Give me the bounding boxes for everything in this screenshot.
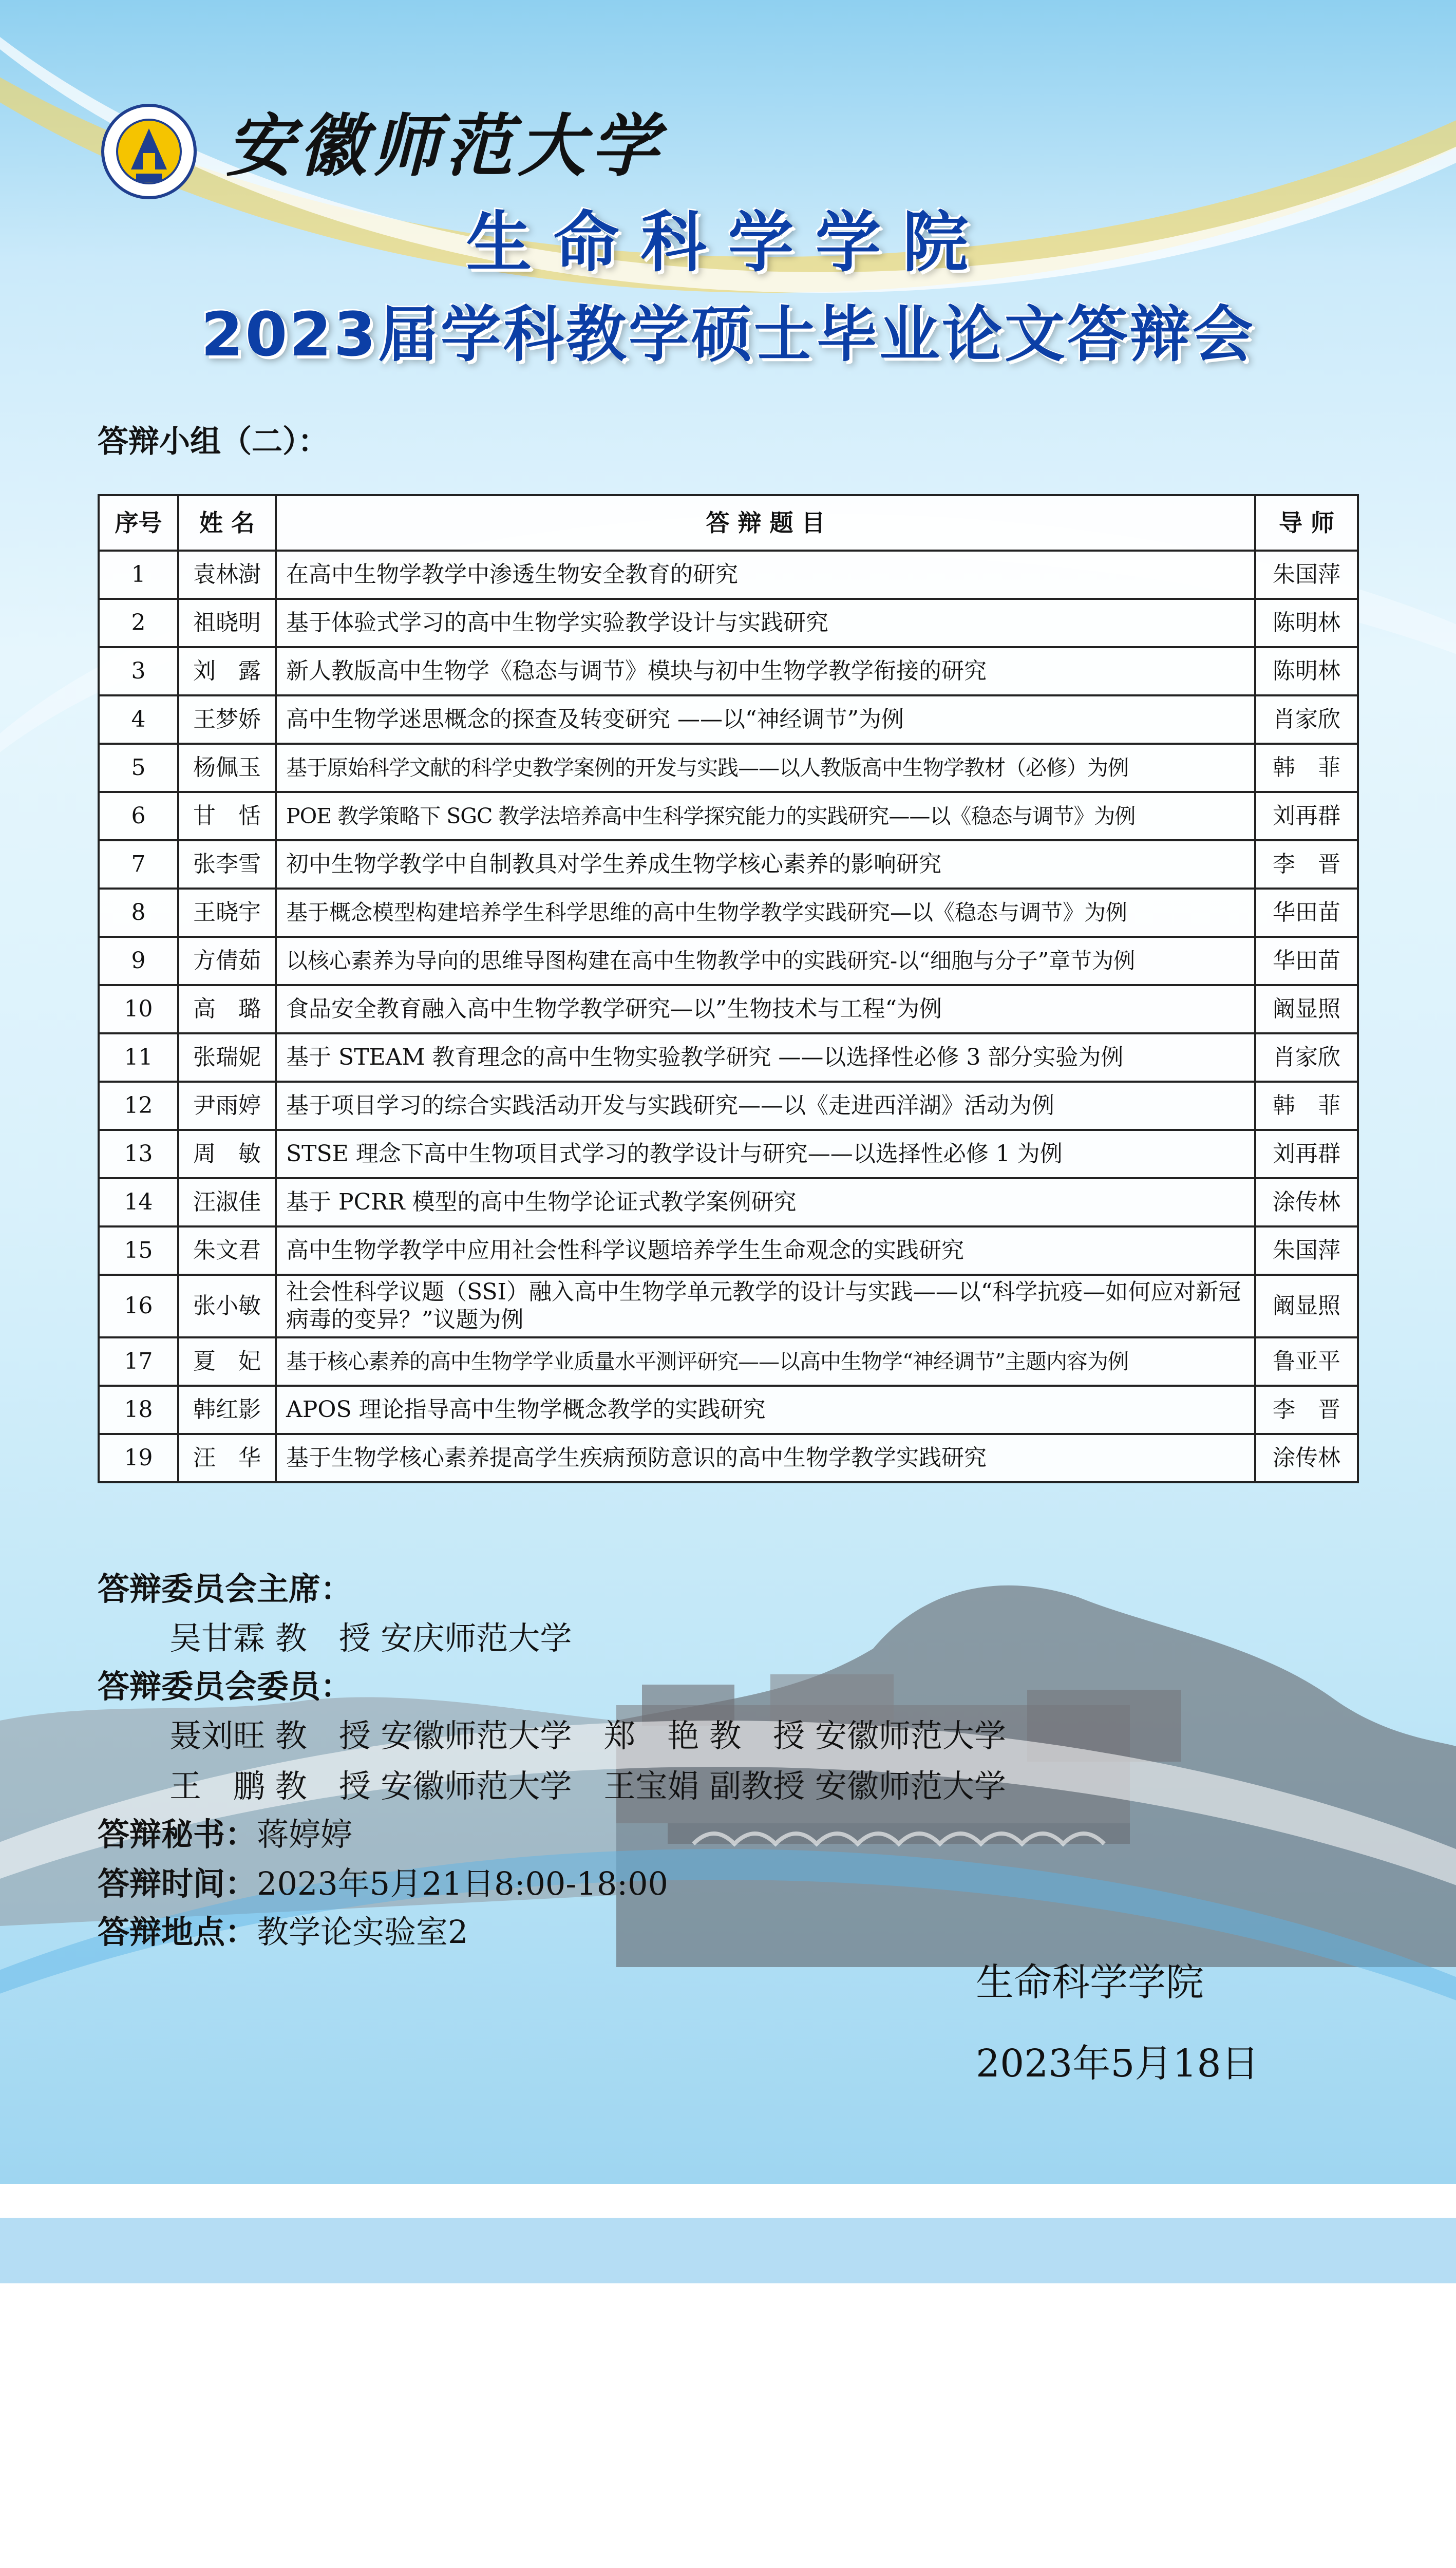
- place-label: 答辩地点：: [98, 1913, 257, 1951]
- university-seal: [100, 103, 198, 200]
- student-name: 韩红影: [178, 1386, 276, 1434]
- defense-place: 教学论实验室2: [257, 1913, 468, 1951]
- committee-members-label: [98, 1665, 352, 1708]
- header-advisor: 导 师: [1255, 495, 1358, 551]
- student-name: 周 敏: [178, 1130, 276, 1178]
- row-number: 11: [99, 1033, 178, 1082]
- student-name: 王梦娇: [178, 695, 276, 744]
- advisor-name: 刘再群: [1255, 792, 1358, 840]
- header-name: 姓 名: [178, 495, 276, 551]
- student-name: 甘 恬: [178, 792, 276, 840]
- advisor-name: 韩 菲: [1255, 744, 1358, 792]
- advisor-name: 鲁亚平: [1255, 1337, 1358, 1386]
- student-name: 杨佩玉: [178, 744, 276, 792]
- row-number: 2: [99, 599, 178, 647]
- table-row: [99, 1386, 1358, 1434]
- chair-label: 答辩委员会主席：: [98, 1570, 353, 1608]
- student-name: 祖晓明: [178, 599, 276, 647]
- advisor-name: 阚显照: [1255, 1275, 1358, 1337]
- advisor-name: 李 晋: [1255, 1386, 1358, 1434]
- advisor-name: 肖家欣: [1255, 695, 1358, 744]
- advisor-name: 华田苗: [1255, 937, 1358, 985]
- student-name: 王晓宇: [178, 889, 276, 937]
- thesis-topic: 基于项目学习的综合实践活动开发与实践研究——以《走进西洋湖》活动为例: [276, 1082, 1255, 1130]
- row-number: 10: [99, 985, 178, 1033]
- table-row: [99, 840, 1358, 889]
- table-row: [99, 985, 1358, 1033]
- student-name: 尹雨婷: [178, 1082, 276, 1130]
- thesis-topic: 在高中生物学教学中渗透生物安全教育的研究: [276, 551, 1255, 599]
- student-name: 高 璐: [178, 985, 276, 1033]
- advisor-name: 涂传林: [1255, 1178, 1358, 1226]
- row-number: 3: [99, 647, 178, 695]
- table-row: [99, 1226, 1358, 1275]
- thesis-topic: 基于原始科学文献的科学史教学案例的开发与实践——以人教版高中生物学教材（必修）为例: [276, 744, 1255, 792]
- thesis-topic: 食品安全教育融入高中生物学教学研究—以”生物技术与工程“为例: [276, 985, 1255, 1033]
- row-number: 13: [99, 1130, 178, 1178]
- table-row: [99, 647, 1358, 695]
- table-row: [99, 695, 1358, 744]
- thesis-topic: 社会性科学议题（SSI）融入高中生物学单元教学的设计与实践——以“科学抗疫—如何应对新冠病毒的变异？”议题为例: [276, 1275, 1255, 1337]
- table-row: [99, 744, 1358, 792]
- signature-org: 生命科学学院: [976, 1960, 1204, 2005]
- thesis-topic: 基于生物学核心素养提高学生疾病预防意识的高中生物学教学实践研究: [276, 1434, 1255, 1482]
- table-row: [99, 551, 1358, 599]
- student-name: 方倩茹: [178, 937, 276, 985]
- row-number: 12: [99, 1082, 178, 1130]
- advisor-name: 涂传林: [1255, 1434, 1358, 1482]
- table-row: [99, 1275, 1358, 1337]
- thesis-topic: 基于核心素养的高中生物学学业质量水平测评研究——以高中生物学“神经调节”主题内容为例: [276, 1337, 1255, 1386]
- thesis-topic: 基于 PCRR 模型的高中生物学论证式教学案例研究: [276, 1178, 1255, 1226]
- thesis-topic: 基于概念模型构建培养学生科学思维的高中生物学教学实践研究—以《稳态与调节》为例: [276, 889, 1255, 937]
- time-line: [98, 1862, 668, 1905]
- row-number: 5: [99, 744, 178, 792]
- thesis-topic: APOS 理论指导高中生物学概念教学的实践研究: [276, 1386, 1255, 1434]
- header-topic: 答 辩 题 目: [276, 495, 1255, 551]
- committee-members-line: 聂刘旺 教 授 安徽师范大学 郑 艳 教 授 安徽师范大学: [169, 1717, 1006, 1754]
- thesis-topic: 新人教版高中生物学《稳态与调节》模块与初中生物学教学衔接的研究: [276, 647, 1255, 695]
- signature-date: 2023年5月18日: [976, 2042, 1259, 2086]
- thesis-topic: 高中生物学迷思概念的探查及转变研究 ——以“神经调节”为例: [276, 695, 1255, 744]
- defense-time: 2023年5月21日8:00-18:00: [257, 1865, 668, 1902]
- table-row: [99, 1033, 1358, 1082]
- table-row: [99, 1337, 1358, 1386]
- advisor-name: 肖家欣: [1255, 1033, 1358, 1082]
- table-header-row: [99, 495, 1358, 551]
- members-label: 答辩委员会委员：: [98, 1668, 353, 1705]
- table-row: [99, 1082, 1358, 1130]
- row-number: 4: [99, 695, 178, 744]
- thesis-topic: STSE 理念下高中生物项目式学习的教学设计与研究——以选择性必修 1 为例: [276, 1130, 1255, 1178]
- advisor-name: 阚显照: [1255, 985, 1358, 1033]
- group-label: 答辩小组（二）：: [98, 424, 329, 460]
- secretary-label: 答辩秘书：: [98, 1816, 257, 1853]
- committee-members-line: 王 鹏 教 授 安徽师范大学 王宝娟 副教授 安徽师范大学: [169, 1767, 1006, 1805]
- student-name: 张小敏: [178, 1275, 276, 1337]
- row-number: 14: [99, 1178, 178, 1226]
- table-row: [99, 1434, 1358, 1482]
- thesis-topic: 基于体验式学习的高中生物学实验教学设计与实践研究: [276, 599, 1255, 647]
- advisor-name: 华田苗: [1255, 889, 1358, 937]
- student-name: 夏 妃: [178, 1337, 276, 1386]
- secretary-name: 蒋婷婷: [257, 1816, 353, 1853]
- advisor-name: 朱国萍: [1255, 1226, 1358, 1275]
- school-title: 生命科学学院: [466, 204, 990, 281]
- thesis-topic: 基于 STEAM 教育理念的高中生物实验教学研究 ——以选择性必修 3 部分实验为例: [276, 1033, 1255, 1082]
- advisor-name: 韩 菲: [1255, 1082, 1358, 1130]
- student-name: 袁林澍: [178, 551, 276, 599]
- row-number: 8: [99, 889, 178, 937]
- defense-schedule-table: [98, 494, 1359, 1483]
- thesis-topic: 初中生物学教学中自制教具对学生养成生物学核心素养的影响研究: [276, 840, 1255, 889]
- background-swoosh: [0, 1849, 1456, 2568]
- thesis-topic: 以核心素养为导向的思维导图构建在高中生物教学中的实践研究-以“细胞与分子”章节为例: [276, 937, 1255, 985]
- student-name: 汪淑佳: [178, 1178, 276, 1226]
- table-row: [99, 1178, 1358, 1226]
- secretary-line: [98, 1813, 352, 1856]
- student-name: 汪 华: [178, 1434, 276, 1482]
- advisor-name: 陈明林: [1255, 599, 1358, 647]
- row-number: 18: [99, 1386, 178, 1434]
- committee-chair: 吴甘霖 教 授 安庆师范大学: [169, 1619, 572, 1657]
- student-name: 刘 露: [178, 647, 276, 695]
- student-name: 张李雪: [178, 840, 276, 889]
- table-row: [99, 792, 1358, 840]
- row-number: 9: [99, 937, 178, 985]
- row-number: 17: [99, 1337, 178, 1386]
- advisor-name: 刘再群: [1255, 1130, 1358, 1178]
- university-name: 安徽师范大学: [226, 106, 664, 186]
- table-row: [99, 1130, 1358, 1178]
- row-number: 19: [99, 1434, 178, 1482]
- thesis-topic: POE 教学策略下 SGC 教学法培养高中生科学探究能力的实践研究——以《稳态与调节》为例: [276, 792, 1255, 840]
- time-label: 答辩时间：: [98, 1865, 257, 1902]
- advisor-name: 陈明林: [1255, 647, 1358, 695]
- table-row: [99, 599, 1358, 647]
- student-name: 张瑞妮: [178, 1033, 276, 1082]
- row-number: 7: [99, 840, 178, 889]
- place-line: [98, 1911, 468, 1954]
- row-number: 1: [99, 551, 178, 599]
- student-name: 朱文君: [178, 1226, 276, 1275]
- row-number: 16: [99, 1275, 178, 1337]
- row-number: 15: [99, 1226, 178, 1275]
- row-number: 6: [99, 792, 178, 840]
- advisor-name: 李 晋: [1255, 840, 1358, 889]
- committee-chair-label: [98, 1568, 352, 1611]
- advisor-name: 朱国萍: [1255, 551, 1358, 599]
- header-number: 序号: [99, 495, 178, 551]
- thesis-topic: 高中生物学教学中应用社会性科学议题培养学生生命观念的实践研究: [276, 1226, 1255, 1275]
- event-title: 2023届学科教学硕士毕业论文答辩会: [201, 299, 1255, 370]
- table-row: [99, 937, 1358, 985]
- table-row: [99, 889, 1358, 937]
